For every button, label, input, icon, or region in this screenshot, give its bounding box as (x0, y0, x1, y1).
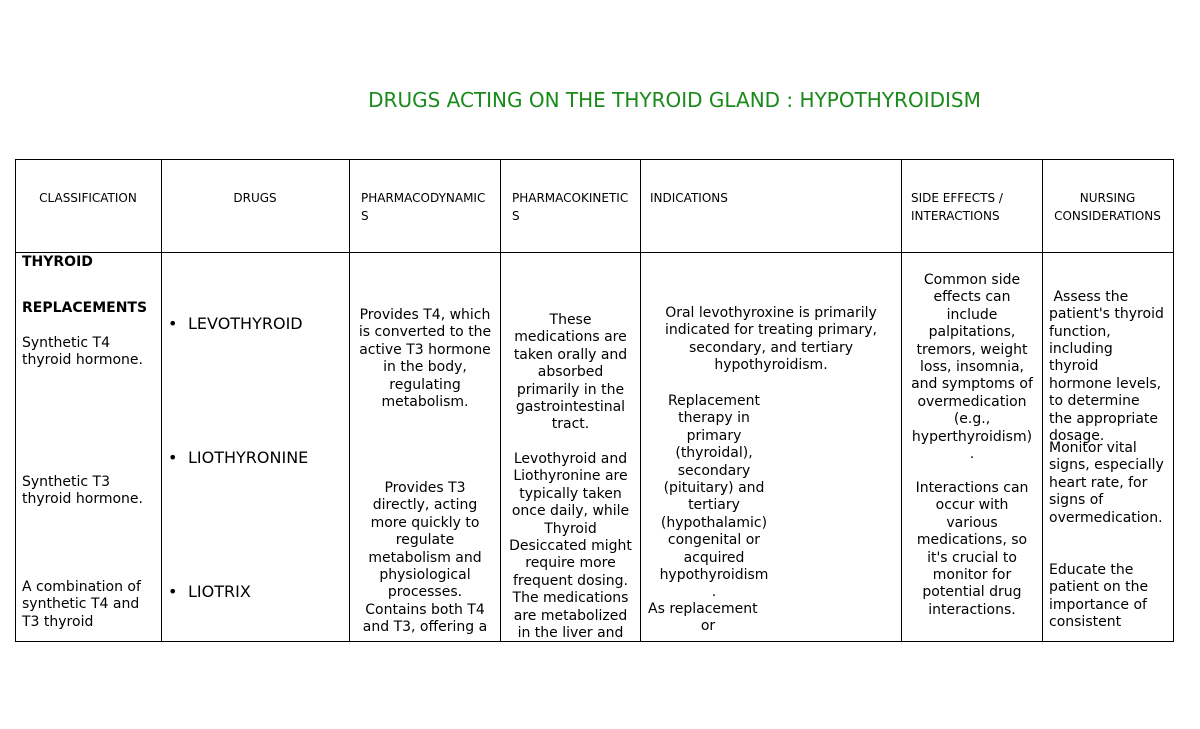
nursing-assess: Assess the patient's thyroid function, including thyroid hormone levels, to determine the appropriate dosage. (1049, 288, 1164, 445)
bullet-icon: • (168, 582, 178, 601)
nursing-educate: Educate the patient on the importance of consistent (1049, 562, 1149, 631)
header-row-divider (15, 252, 1174, 253)
header-classification: CLASSIFICATION (39, 191, 137, 205)
header-side-effects: SIDE EFFECTS / INTERACTIONS (911, 191, 1003, 223)
classification-t4: Synthetic T4 thyroid hormone. (22, 335, 143, 369)
drug-name: LIOTRIX (188, 582, 251, 601)
table-border-bottom (15, 641, 1174, 642)
side-effects-common: Common side effects can include palpitations, tremors, weight loss, insomnia, and symptoms of overmedication (e.g., hyperthyroidism) . (911, 272, 1033, 463)
drug-name: LIOTHYRONINE (188, 448, 309, 467)
header-pharmacokinetics: PHARMACOKINETIC S (512, 191, 629, 223)
pharmacokinetics-dosing: Levothyroid and Liothyronine are typically taken once daily, while Thyroid Desiccated might require more frequent dosing. The medications are metabolized in the liver and (509, 451, 632, 641)
pharmacodynamics-t3: Provides T3 directly, acting more quickly to regulate metabolism and physiological processes. Contains both T4 and T3, offering a (362, 480, 488, 636)
header-indications: INDICATIONS (650, 191, 728, 205)
indications-replacement: Replacement therapy in primary (thyroidal), secondary (pituitary) and tertiary (hypothalamic) congenital or acquired hypothyroidism . (659, 393, 769, 601)
nursing-monitor: Monitor vital signs, especially heart rate, for signs of overmedication. (1049, 440, 1164, 526)
indications-continued: As replacement or (648, 601, 758, 635)
drug-name: LEVOTHYROID (188, 314, 303, 333)
header-drugs: DRUGS (233, 191, 277, 205)
classification-heading: THYROID (22, 254, 93, 270)
column-divider (15, 159, 16, 642)
column-divider (1042, 159, 1043, 642)
bullet-icon: • (168, 448, 178, 467)
document-title: DRUGS ACTING ON THE THYROID GLAND : HYPOTHYROIDISM (368, 88, 981, 112)
header-pharmacodynamics: PHARMACODYNAMIC S (361, 191, 486, 223)
classification-subheading: REPLACEMENTS (22, 300, 148, 316)
drug-table (15, 159, 1174, 642)
classification-t3: Synthetic T3 thyroid hormone. (22, 474, 143, 508)
classification-combination: A combination of synthetic T4 and T3 thyroid (22, 579, 141, 630)
pharmacokinetics-absorption: These medications are taken orally and absorbed primarily in the gastrointestinal tract. (513, 312, 628, 433)
indications-primary: Oral levothyroxine is primarily indicated for treating primary, secondary, and tertiary hypothyroidism. (665, 305, 877, 374)
side-effects-interactions: Interactions can occur with various medications, so it's crucial to monitor for potential drug interactions. (915, 480, 1029, 618)
column-divider (161, 159, 162, 642)
column-divider (1173, 159, 1174, 642)
header-nursing: NURSING CONSIDERATIONS (1054, 191, 1161, 223)
pharmacodynamics-t4: Provides T4, which is converted to the active T3 hormone in the body, regulating metabolism. (358, 307, 492, 411)
bullet-icon: • (168, 314, 178, 333)
table-border-top (15, 159, 1174, 160)
